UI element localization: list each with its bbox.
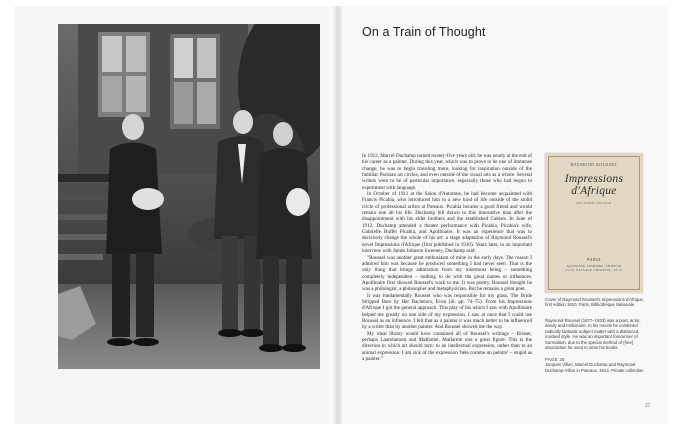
roussel-note: Raymond Roussel (1877–1933) was a poet, actor, dandy and millionaire. In his novels he combined radically fantastic subject matter with a distanced, mocked style. He was an important forerunner of Surrealism, due to the special method of (free) association he used to write his books.	[545, 318, 641, 351]
page-number: 27	[645, 404, 650, 409]
cover-publisher-line1: ALPHONSE LEMERRE, ÉDITEUR	[566, 264, 622, 268]
historical-photograph	[58, 24, 320, 369]
body-paragraph: In 1912, Marcel Duchamp turned twenty-five years old; he was nearly at the end of his career as a painter. During this year, which was to prove to be one of immense change, he was to begin traveling more, looking for inspiration outside of the familiar Parisian art circles, and even outside of the visual arts as a whole. Several writers were to be of particular importance, especially those who had begun to experiment with language.	[362, 153, 532, 191]
cover-title-line2: d'Afrique	[571, 185, 617, 197]
cover-title	[545, 173, 643, 197]
cover-title-line1: Impressions	[564, 173, 624, 185]
body-paragraph: My ideal library would have contained all of Roussel's writings – Brisset, perhaps Lautréamont and Mallarmé. Mallarmé was a great figure. This is the direction in which art should turn: to an intellectual expression, rather than to an animal expression. I am sick of the expression 'bête comme un peintre' – stupid as a painter."	[362, 330, 532, 362]
cover-publisher	[545, 264, 643, 272]
book-gutter	[333, 6, 343, 424]
body-paragraph: It was fundamentally Roussel who was responsible for my glass, The Bride Stripped Bare by Her Bachelors, Even (ill. pp. 74–75). From his Impressions d'Afrique I got the general approach. This play of his which I saw with Apollinaire helped me greatly on one side of my expression. I saw at once that I could use Roussel as an influence. I felt that as a painter it was much better to be influenced by a writer than by another painter. And Roussel showed me the way.	[362, 292, 532, 331]
cover-caption: Cover of Raymond Roussel's Impressions d'Afrique, first edition 1910. Paris, Bibliothèque Nationale	[545, 297, 645, 308]
body-paragraph: In October of 1911 at the Salon d'Automne, he had become acquainted with Francis Picabia, who introduced him to a new kind of life outside of the stolid circle of professional artists at Puteaux. Picabia became a good friend and would remain one all his life. Duchamp fell drawn to this innovative man after the disappointment with his elder brothers and the established Cubists. In June of 1912, Duchamp attended a theater performance with Picabia, Picabia's wife, Gabrielle Buffet Picabia, and Apollinaire. It was an experience that was to decisively change the whole of his art: a stage adaptation of Raymond Roussel's novel Impressions d'Afrique (first published in 1910). Years later, in an important interview with James Johnson Sweeney, Duchamp said:	[362, 191, 532, 255]
page-title: On a Train of Thought	[362, 25, 486, 39]
body-paragraph: "Roussel was another great enthusiasm of mine in the early days. The reason I admired him was because he produced something I had never seen. That is the only thing that brings admiration from my innermost being – something completely independent – nothing to do with the great names or influences. Apollinaire first showed Roussel's work to me. It was poetry. Roussel thought he was a philologist, a philosopher and metaphysician. But he remains a great poet.	[362, 254, 532, 293]
cover-edition: DEUXIÈME ÉDITION	[576, 201, 612, 205]
cover-city: PARIS	[587, 257, 601, 262]
cover-publisher-line2: 23-31, PASSAGE CHOISEUL, 23-31	[565, 268, 623, 272]
book-cover-image	[545, 153, 643, 293]
photo-caption-block	[545, 357, 649, 373]
cover-author: RAYMOND ROUSSEL	[570, 162, 618, 167]
photo-caption-text: Jacques Villon, Marcel Duchamp and Raymond Duchamp-Villon in Puteaux, 1913. Private collection	[545, 362, 644, 373]
article-body	[362, 153, 532, 362]
photo-caption-heading: PAGE 26	[545, 357, 565, 362]
